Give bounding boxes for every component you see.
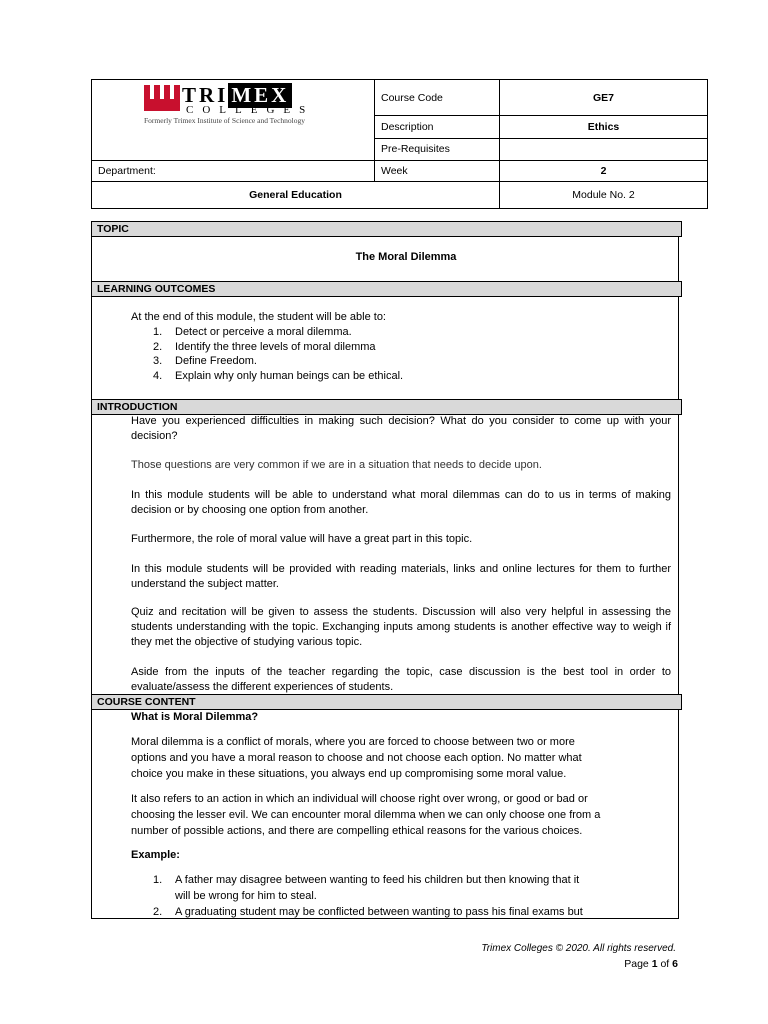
paragraph-line: It also refers to an action in which an individual will choose right over wrong, or good or bad or (131, 793, 588, 805)
outcome-number: 1. (153, 326, 163, 338)
department-name: General Education (92, 182, 500, 209)
logo-bars-icon (144, 85, 180, 111)
logo-brand-left: TRI (182, 83, 229, 107)
content-question: What is Moral Dilemma? (131, 711, 259, 723)
learning-outcomes-heading: LEARNING OUTCOMES (91, 281, 682, 297)
outcome-number: 3. (153, 355, 163, 367)
intro-paragraph: Aside from the inputs of the teacher regarding the topic, case discussion is the best tool in order to evaluate/assess the different experiences of students. (131, 666, 671, 693)
learning-outcomes-intro: At the end of this module, the student will be able to: (131, 311, 386, 323)
content-paragraph-2 (131, 791, 600, 839)
week-value: 2 (500, 161, 708, 182)
content-paragraph-1 (131, 734, 582, 782)
example-number: 1. (153, 874, 163, 886)
outcome-number: 4. (153, 370, 163, 382)
paragraph-line: Moral dilemma is a conflict of morals, where you are forced to choose between two or more (131, 736, 575, 748)
paragraph-line: choosing the lesser evil. We can encounter moral dilemma when we can only choose one from a (131, 809, 601, 821)
course-code-value: GE7 (500, 80, 708, 116)
course-code-label: Course Code (375, 80, 500, 116)
module-number: Module No. 2 (500, 182, 708, 209)
example-text: A graduating student may be conflicted between wanting to pass his final exams but (175, 906, 583, 918)
page-current: 1 (651, 958, 658, 970)
copyright-notice: Trimex Colleges © 2020. All rights reserved. (481, 943, 676, 954)
intro-paragraph: Furthermore, the role of moral value will have a great part in this topic. (131, 533, 473, 545)
prereq-value (500, 138, 708, 160)
outcome-text: Define Freedom. (175, 355, 257, 367)
week-label: Week (375, 161, 500, 182)
page-number (624, 958, 678, 970)
trimex-logo (98, 80, 368, 160)
intro-paragraph: Have you experienced difficulties in making such decision? What do you consider to come up with your decision? (131, 415, 671, 442)
paragraph-line: options and you have a moral reason to choose and not choose each option. No matter what (131, 752, 582, 764)
description-label: Description (375, 116, 500, 138)
prereq-label: Pre-Requisites (375, 138, 500, 160)
intro-paragraph: In this module students will be provided with reading materials, links and online lectures for them to further understand the subject matter. (131, 563, 671, 590)
outcome-text: Detect or perceive a moral dilemma. (175, 326, 352, 338)
introduction-heading: INTRODUCTION (91, 399, 682, 415)
intro-paragraph: Quiz and recitation will be given to assess the students. Discussion will also very helpful in assessing the students understanding with the topic. Exchanging inputs among students is another effective way to weigh if they met the objective of studying various topic. (131, 606, 671, 648)
of-word: of (660, 958, 670, 970)
paragraph-line: number of possible actions, and there are compelling ethical reasons for the various choices. (131, 825, 583, 837)
example-label: Example: (131, 849, 180, 861)
topic-heading: TOPIC (91, 221, 682, 237)
outcome-number: 2. (153, 341, 163, 353)
logo-brand-right: MEX (228, 83, 292, 108)
example-text: will be wrong for him to steal. (175, 890, 317, 902)
example-number: 2. (153, 906, 163, 918)
logo-subtitle: COLLEGES (186, 104, 315, 116)
course-header-table (91, 79, 708, 209)
intro-paragraph: Those questions are very common if we are in a situation that needs to decide upon. (131, 459, 542, 471)
paragraph-line: choice you make in these situations, you always end up compromising some moral value. (131, 768, 567, 780)
page-word: Page (624, 958, 649, 970)
example-text: A father may disagree between wanting to feed his children but then knowing that it (175, 874, 580, 886)
outcome-text: Identify the three levels of moral dilemma (175, 341, 376, 353)
logo-formerly: Formerly Trimex Institute of Science and Technology (144, 116, 305, 125)
course-content-heading: COURSE CONTENT (91, 694, 682, 710)
logo-cell (92, 80, 375, 161)
outcome-text: Explain why only human beings can be ethical. (175, 370, 404, 382)
page-total: 6 (672, 958, 678, 970)
description-value: Ethics (500, 116, 708, 138)
department-label: Department: (92, 161, 375, 182)
intro-paragraph: In this module students will be able to understand what moral dilemmas can do to us in terms of making decision or by choosing one option from another. (131, 489, 671, 516)
topic-title: The Moral Dilemma (355, 251, 457, 263)
